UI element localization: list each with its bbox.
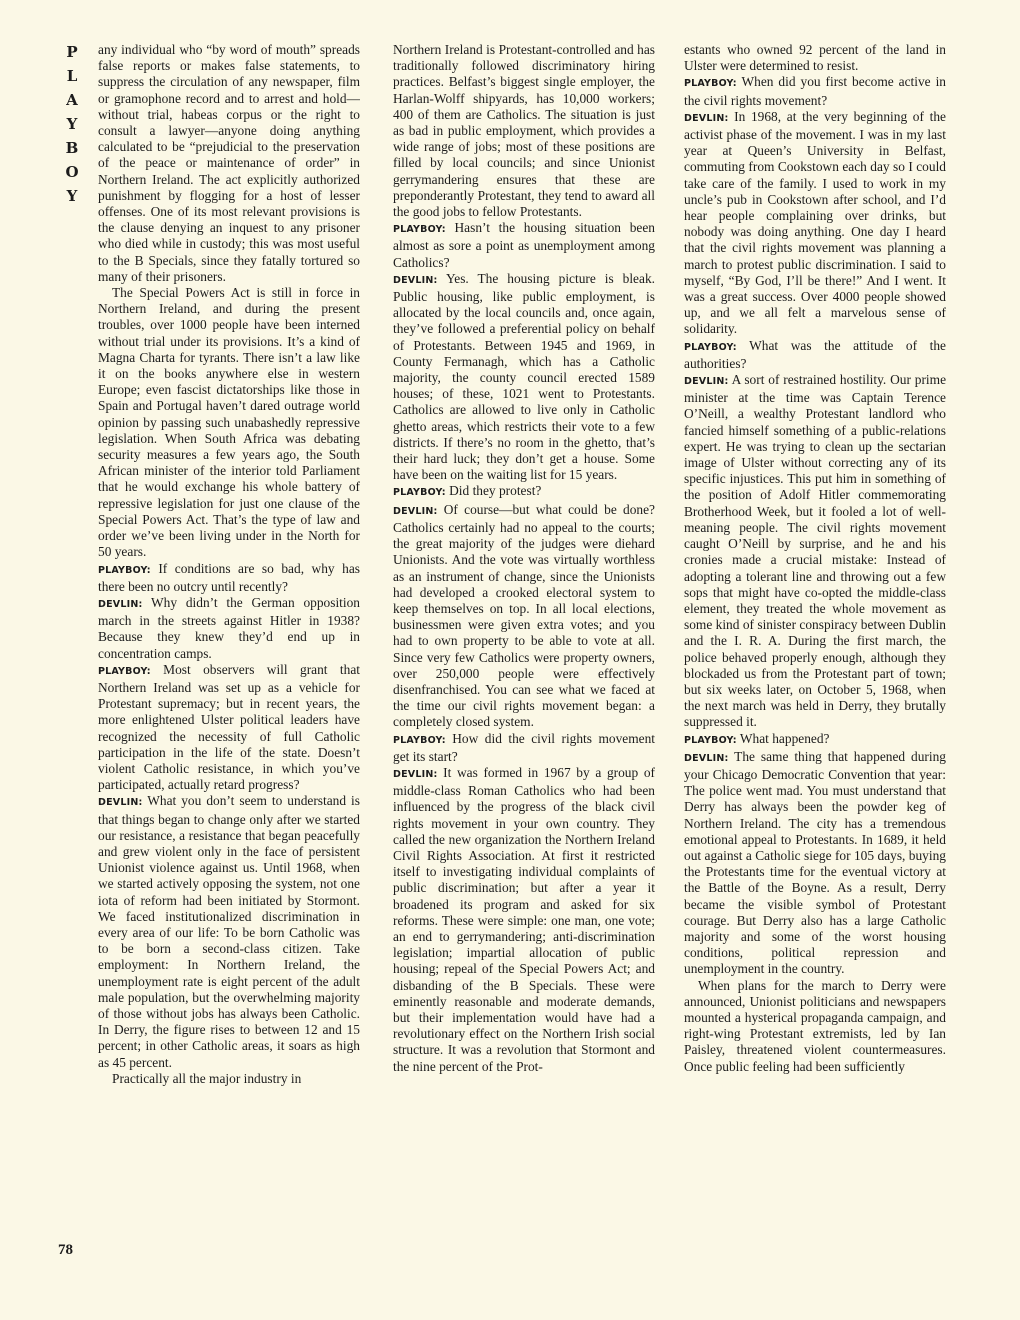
paragraph-text: any individual who “by word of mouth” spreads false reports or makes false statements, to suppress the circulation of any newspaper, film or gramophone record and to arrest and hold—without trial, habeas corpus or the right to consult a lawyer—anyone doing anything calculated to be “prejudicial to the preservation of the peace or maintenance of order” in Northern Ireland. The act explicitly authorized punishment by flogging for a host of lesser offenses. One of its most relevant provisions is the clause denying an inquest to any prisoner who died while in custody; this was most useful to the B Specials, since they fatally tortured so many of their prisoners. [98,42,360,284]
speaker-label: DEVLIN: [393,505,438,517]
paragraph-text: Most observers will grant that Northern Ireland was set up as a vehicle for Protestant supremacy; but in recent years, the more enlightened Ulster political leaders have recognized the necessity of full Catholic participation in the life of the state. Doesn’t violent Catholic resistance, in which you’ve participated, actually retard progress? [98,661,360,793]
paragraph [98,561,360,595]
paragraph-text: What was the attitude of the authorities? [684,337,946,371]
paragraph-text: Of course—but what could be done? Catholics certainly had no appeal to the courts; the great majority of the judges were diehard Unionists. And the vote was virtually worthless as an instrument of change, since the Unionists had developed a crooked electoral system to keep themselves on top. In all local elections, businessmen were given extra votes; and you had to own property to be able to vote at all. Since very few Catholics were property owners, over 250,000 people were effectively disenfranchised. You can see what we faced at the time our civil rights movement began: a completely closed system. [393,501,655,730]
speaker-label: DEVLIN: [98,598,143,610]
paragraph-text: Yes. The housing picture is bleak. Public housing, like public employment, is allocated by the local councils and, once again, they’ve followed a preferential policy on behalf of Protestants. Between 1945 and 1969, in County Fermanagh, which has a Catholic majority, the county council erected 1589 houses; of these, 1021 went to Protestants. Catholics are allowed to live only in Catholic ghetto areas, which restricts their vote to a few districts. If there’s no room in the ghetto, that’s their hard luck; they don’t get a house. Some have been on the waiting list for 15 years. [393,270,655,483]
paragraph [98,793,360,1070]
speaker-label: PLAYBOY: [684,78,737,90]
paragraph-text: What happened? [739,730,830,746]
paragraph [393,42,655,220]
page-number: 78 [58,1242,73,1258]
paragraph-text: estants who owned 92 percent of the land in Ulster were determined to resist. [684,42,946,74]
magazine-name-letter: O [65,163,79,181]
magazine-name-letter: Y [66,187,78,205]
paragraph-text: Practically all the major industry in [112,1070,302,1086]
paragraph-text: If conditions are so bad, why has there been no outcry until recently? [98,560,360,594]
speaker-label: DEVLIN: [684,752,729,764]
paragraph [684,749,946,978]
paragraph-text: When plans for the march to Derry were announced, Unionist politicians and newspapers mounted a hysterical propaganda campaign, and right-wing Protestant extremists, led by Ian Paisley, threatened violent countermeasures. Once public feeling had been sufficiently [684,977,946,1074]
paragraph [684,338,946,372]
text-column-2 [393,42,655,1264]
speaker-label: PLAYBOY: [393,224,446,236]
paragraph-text: The same thing that happened during your Chicago Democratic Convention that year: The police went mad. You must understand that Derry has always been the powder keg of Northern Ireland. The city has a tremendous emotional appeal to Protestants. In 1689, it held out against a Catholic siege for 105 days, buying the Protestants time for the eventual victory at the Battle of the Boyne. As a result, Derry became the visible symbol of Protestant courage. But Derry also has a large Catholic majority and some of the worst housing conditions, political repression and unemployment in the country. [684,748,946,977]
paragraph [684,731,946,749]
paragraph-text: The Special Powers Act is still in force in Northern Ireland, and during the present troubles, over 1000 people have been interned without trial under its provisions. It’s a kind of Magna Charta for tyrants. There isn’t a law like it on the books anywhere else in western Europe; even fascist dictatorships like those in Spain and Portugal haven’t dared outrage world opinion by passing such unabashedly repressive legislation. When South Africa was debating security measures a few years ago, the South African minister of the interior told Parliament that he would exchange his whole battery of repressive legislation for just one clause of the Special Powers Act. That’s the type of law and order we’ve been living under in the North for 50 years. [98,285,360,560]
magazine-name-letter: P [66,43,78,61]
speaker-label: PLAYBOY: [393,734,446,746]
speaker-label: DEVLIN: [393,768,438,780]
paragraph [393,220,655,271]
paragraph [393,483,655,501]
speaker-label: DEVLIN: [684,112,729,124]
paragraph [393,271,655,484]
speaker-label: PLAYBOY: [684,341,737,353]
magazine-name-letter: Y [66,115,78,133]
speaker-label: DEVLIN: [393,274,438,286]
paragraph-text: Northern Ireland is Protestant-controlled and has traditionally followed discriminatory hiring practices. Belfast’s biggest single employer, the Harlan-Wolff shipyards, has 10,000 workers; 400 of them are Catholics. The situation is just as bad in public employment, which provides a wide range of jobs; most of these positions are filled by local councils; and since Unionist gerrymandering ensures that these are preponderantly Protestant, they tend to award all the good jobs to fellow Protestants. [393,42,655,220]
magazine-name-vertical [60,40,84,208]
speaker-label: DEVLIN: [684,376,729,388]
paragraph [684,109,946,338]
speaker-label: PLAYBOY: [98,665,151,677]
text-column-3 [684,42,946,1264]
paragraph [684,74,946,108]
paragraph [393,731,655,765]
paragraph-text: Why didn’t the German opposition march in the streets against Hitler in 1938? Because they knew they’d end up in concentration camps. [98,594,360,661]
speaker-label: DEVLIN: [98,797,143,809]
paragraph-text: What you don’t seem to understand is that things began to change only after we started our resistance, a resistance that began peacefully and grew violent only in the face of persistent Unionist violence against us. Until 1968, when we started actively opposing the system, not one iota of reform had been initiated by Stormont. We faced institutionalized discrimination in every area of our life: To be born Catholic was to be born a second-class citizen. Take employment: In Northern Ireland, the unemployment rate is eight percent of the adult male population, but the overwhelming majority of those without jobs has always been Catholic. In Derry, the figure rises to between 12 and 15 percent; in other Catholic areas, it soars as high as 45 percent. [98,793,360,1070]
speaker-label: PLAYBOY: [98,564,151,576]
paragraph [98,662,360,794]
paragraph-text: When did you first become active in the civil rights movement? [684,74,946,108]
paragraph [684,978,946,1075]
paragraph [98,595,360,662]
paragraph-text: It was formed in 1967 by a group of middle-class Roman Catholics who had been influenced by the progress of the black civil rights movement in your own country. They called the new organization the Northern Ireland Civil Rights Association. At first it restricted itself to investigating individual complaints of public discrimination; but after a year it broadened its program and asked for six reforms. These were simple: one man, one vote; an end to gerrymandering; anti-discrimination legislation; impartial allocation of public housing; repeal of the Special Powers Act; and disbanding of the B Specials. These were eminently reasonable and moderate demands, but their implementation would have had a revolutionary effect on the Northern Irish social structure. It was a revolution that Stormont and the nine percent of the Prot- [393,764,655,1074]
speaker-label: PLAYBOY: [393,487,446,499]
speaker-label: PLAYBOY: [684,734,737,746]
paragraph [98,285,360,560]
paragraph-text: Did they protest? [449,483,542,499]
paragraph [98,1071,360,1087]
text-column-1 [98,42,360,1264]
magazine-name-letter: L [66,67,78,85]
paragraph [393,765,655,1075]
magazine-name-letter: B [65,139,79,157]
paragraph [684,372,946,730]
paragraph [393,502,655,731]
paragraph-text: Hasn’t the housing situation been almost as sore a point as unemployment among Catholics? [393,220,655,270]
paragraph [684,42,946,74]
paragraph-text: In 1968, at the very beginning of the activist phase of the movement. I was in my last year at Queen’s University in Belfast, commuting from Cookstown each day so I could take care of the family. I used to work in my uncle’s pub in Cookstown after school, and I’d hear people complaining over drinks, but nobody was doing anything. One day I heard that the civil rights movement was planning a march to protest public discrimination. I said to myself, “By God, I’ll be there!” And I went. It was a great success. Over 4000 people showed up, and we all felt a marvelous sense of solidarity. [684,108,946,337]
paragraph [98,42,360,285]
paragraph-text: How did the civil rights movement get its start? [393,730,655,764]
magazine-name-letter: A [66,91,78,109]
paragraph-text: A sort of restrained hostility. Our prime minister at the time was Captain Terence O’Neill, a wealthy Protestant landlord who fancied himself something of a public-relations expert. He was trying to clean up the sectarian image of Ulster without correcting any of its specific injustices. This put him in something of the position of Adolf Hitler commemorating Brotherhood Week, but it fooled a lot of well-meaning people. The civil rights movement caught O’Neill by surprise, and he and his cronies made a crucial mistake: Instead of adopting a tolerant line and throwing out a few sops that might have co-opted the middle-class element, they treated the whole movement as some kind of sinister conspiracy between Dublin and the I. R. A. During the first march, the police behaved properly enough, although they blockaded us from the Protestant part of town; but six weeks later, on October 5, 1968, when the next march was held in Derry, they brutally suppressed it. [684,372,946,730]
